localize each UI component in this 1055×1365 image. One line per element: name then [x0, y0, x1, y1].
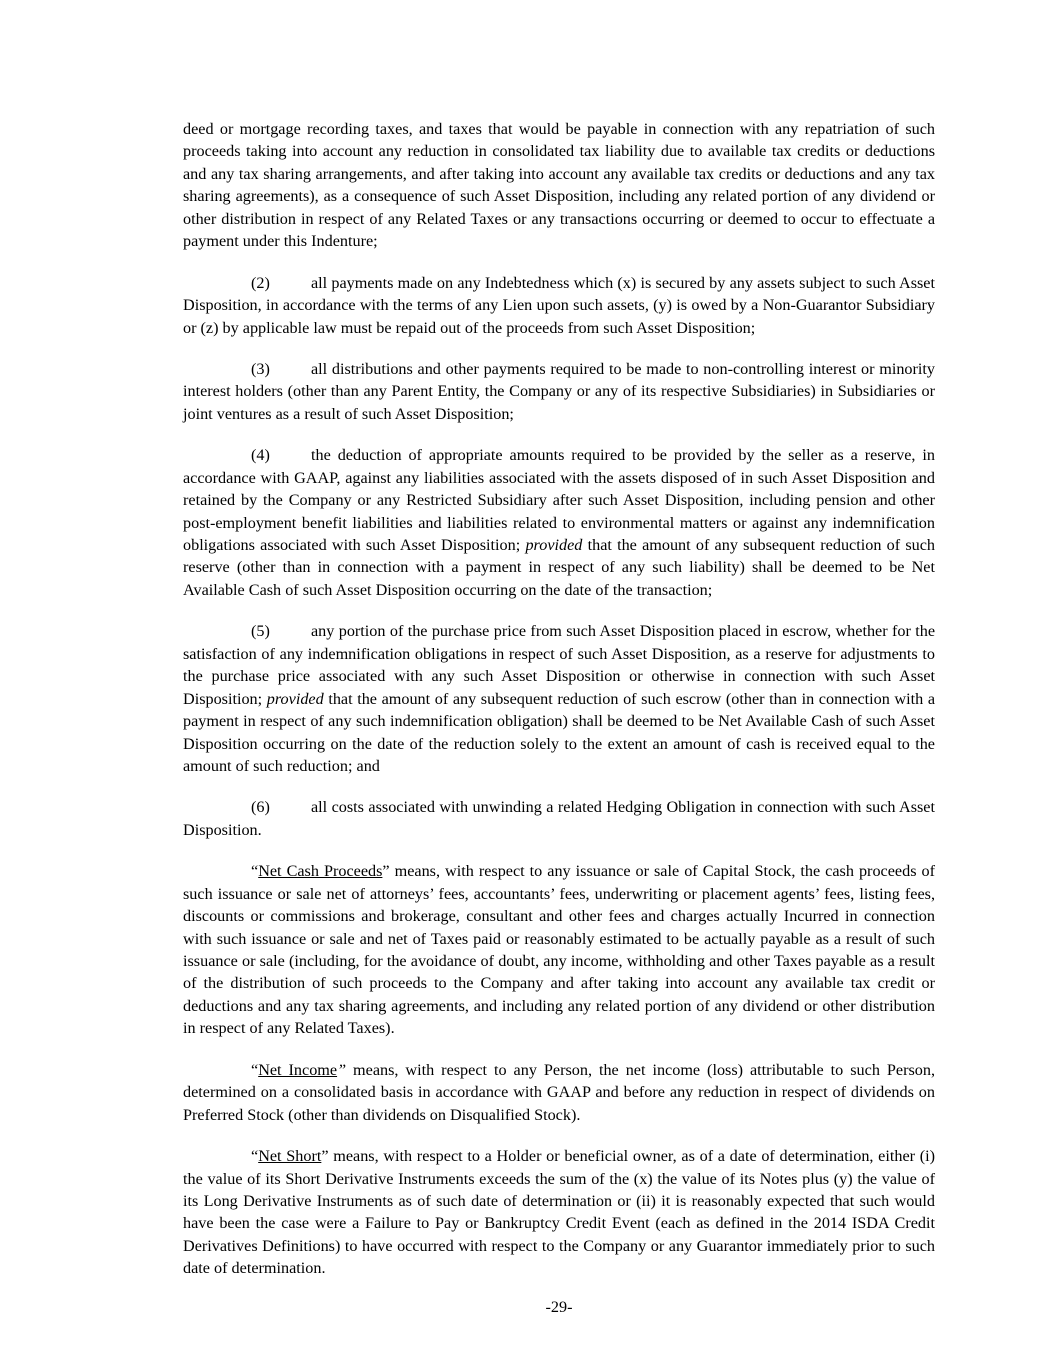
definition-net-cash-proceeds-text: means, with respect to any issuance or sale of Capital Stock, the cash proceeds of such issuance or sale net of attorneys’ fees, accountants’ fees, underwriting or placement agents’ fees, listing fees, discounts or commissions and brokerage, consultant and other fees and charges actually Incurred in connection with such issuance or sale and net of Taxes paid or reasonably estimated to be actually payable as a result of such issuance or sale (including, for the avoidance of doubt, any income, withholding and other Taxes payable as a result of the distribution of such proceeds to the Company and after taking into account any available tax credit or deductions and any tax sharing agreements, and including any related portion of any dividend or other distribution in respect of any Related Taxes). [183, 862, 935, 1038]
clause-3 [183, 358, 935, 425]
definition-net-income [183, 1059, 935, 1126]
clause-6 [183, 796, 935, 841]
close-quote: ” [382, 862, 390, 881]
document-body [183, 118, 935, 1280]
paragraph-continuation: deed or mortgage recording taxes, and taxes that would be payable in connection with any repatriation of such proceeds taking into account any reduction in consolidated tax liability due to available tax credits or deductions and any tax sharing arrangements, and after taking into account any available tax credits or deductions and any tax sharing agreements), as a consequence of such Asset Disposition, including any related portion of any dividend or other distribution in respect of any Related Taxes or any transactions occurring or deemed to occur to effectuate a payment under this Indenture; [183, 120, 935, 251]
clause-6-number: (6) [251, 798, 270, 817]
clause-4-text-part-3: that the amount of any subsequent reduction of such reserve (other than in connection with a payment in respect of any such liability) shall be deemed to be Net Available Cash of such Asset Disposition occurring on the date of the transaction; [183, 536, 935, 599]
clause-6-text: all costs associated with unwinding a related Hedging Obligation in connection with such Asset Disposition. [183, 798, 935, 839]
clause-2-number: (2) [251, 273, 270, 292]
open-quote: “ [251, 1147, 259, 1166]
clause-4-number: (4) [251, 446, 270, 465]
clause-4-text-part-1: the deduction of appropriate amounts required to be provided by the seller as a reserve, in accordance with GAAP, against any liabilities associated with the assets disposed of in such Asset Disposition and retained by the Company or any Restricted Subsidiary after such Asset Disposition, including pension and other post-employment benefit liabilities and liabilities related to environmental matters or against any indemnification obligations associated with such Asset Disposition; [183, 446, 935, 554]
open-quote: “ [251, 862, 259, 881]
definition-net-short [183, 1145, 935, 1280]
clause-5 [183, 620, 935, 777]
close-quote: ” [321, 1147, 329, 1166]
defined-term-net-income: Net Income [258, 1060, 338, 1079]
clause-3-number: (3) [251, 359, 270, 378]
defined-term-net-cash-proceeds: Net Cash Proceeds [258, 862, 383, 881]
close-quote: ” [337, 1060, 347, 1079]
clause-4-provided-italic: provided [525, 536, 583, 554]
defined-term-net-short: Net Short [258, 1147, 322, 1166]
definition-net-short-text: means, with respect to a Holder or beneficial owner, as of a date of determination, either (i) the value of its Short Derivative Instruments exceeds the sum of the (x) the value of its Notes plus (y) the value of its Long Derivative Instruments as of such date of determination or (ii) it is reasonably expected that such would have been the case were a Failure to Pay or Bankruptcy Credit Event (each as defined in the 2014 ISDA Credit Derivatives Definitions) to have occurred with respect to the Company or any Guarantor immediately prior to such date of determination. [183, 1147, 935, 1278]
clause-2 [183, 272, 935, 339]
page-number: -29- [545, 1297, 573, 1316]
clause-3-text: all distributions and other payments required to be made to non-controlling interest or minority interest holders (other than any Parent Entity, the Company or any of its respective Subsidiaries) in Subsidiaries or joint ventures as a result of such Asset Disposition; [183, 359, 935, 423]
clause-5-number: (5) [251, 622, 270, 641]
clause-4 [183, 444, 935, 601]
clause-2-text: all payments made on any Indebtedness which (x) is secured by any assets subject to such Asset Disposition, in accordance with the terms of any Lien upon such assets, (y) is owed by a Non-Guarantor Subsidiary or (z) by applicable law must be repaid out of the proceeds from such Asset Disposition; [183, 273, 935, 337]
clause-5-text-part-1: any portion of the purchase price from such Asset Disposition placed in escrow, whether for the satisfaction of any indemnification obligations in respect of such Asset Disposition, as a reserve for adjustments to the purchase price associated with any such Asset Disposition or otherwise in connection with such Asset Disposition; [183, 622, 935, 708]
clause-5-provided-italic: provided [266, 689, 324, 708]
clause-5-text-part-3: that the amount of any subsequent reduction of such escrow (other than in connection with a payment in respect of any such indemnification obligation) shall be deemed to be Net Available Cash of such Asset Disposition occurring on the date of the reduction solely to the extent an amount of cash is received equal to the amount of such reduction; and [183, 689, 935, 775]
definition-net-income-text: means, with respect to any Person, the net income (loss) attributable to such Person, determined on a consolidated basis in accordance with GAAP and before any reduction in respect of dividends on Preferred Stock (other than dividends on Disqualified Stock). [183, 1060, 935, 1124]
definition-net-cash-proceeds [183, 860, 935, 1040]
open-quote: “ [251, 1060, 259, 1079]
